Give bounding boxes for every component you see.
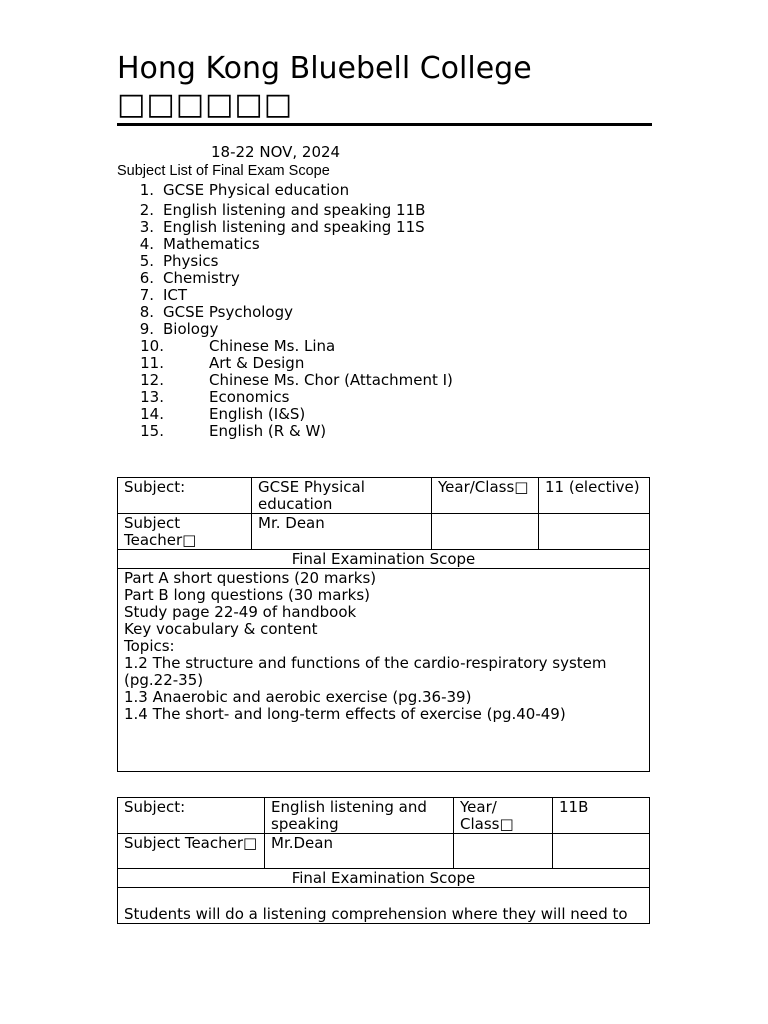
empty-cell (539, 514, 650, 550)
teacher-value: Mr. Dean (252, 514, 432, 550)
list-number: 10. (140, 337, 164, 355)
scope-table-pe (117, 477, 650, 772)
year-class-label: Year/Class□ (432, 478, 539, 514)
list-number: 6. (139, 269, 154, 287)
list-label: Art & Design (209, 354, 305, 372)
year-class-label: Year/ Class□ (454, 798, 553, 834)
year-class-value: 11B (553, 798, 650, 834)
scope-content (118, 569, 650, 772)
teacher-label: Subject Teacher□ (118, 514, 252, 550)
list-label: Chinese Ms. Lina (209, 337, 336, 355)
scope-line: Study page 22-49 of handbook (124, 603, 357, 621)
header-rule (117, 123, 652, 126)
list-label: Physics (163, 252, 219, 270)
list-label: English listening and speaking 11B (163, 201, 426, 219)
teacher-label: Subject Teacher□ (118, 834, 265, 869)
scope-line: 1.2 The structure and functions of the cardio-respiratory system (124, 654, 607, 672)
empty-cell (432, 514, 539, 550)
year-class-value: 11 (elective) (539, 478, 650, 514)
list-label: English (R & W) (209, 422, 327, 440)
list-number: 11. (140, 354, 164, 372)
list-label: GCSE Psychology (163, 303, 294, 321)
scope-line: Part B long questions (30 marks) (124, 586, 370, 604)
list-label: GCSE Physical education (163, 181, 350, 199)
subject-value: English listening and speaking (265, 798, 454, 834)
list-number: 13. (140, 388, 164, 406)
list-label: Mathematics (163, 235, 260, 253)
list-number: 9. (139, 320, 154, 338)
teacher-value: Mr.Dean (265, 834, 454, 869)
list-number: 3. (139, 218, 154, 236)
subject-label: Subject: (118, 478, 252, 514)
subject-value: GCSE Physical education (252, 478, 432, 514)
list-number: 7. (139, 286, 154, 304)
scope-line: Students will do a listening comprehension where they will need to (124, 905, 628, 923)
scope-line: 1.3 Anaerobic and aerobic exercise (pg.36-39) (124, 688, 472, 706)
school-title: Hong Kong Bluebell College (117, 51, 532, 86)
list-label: Chemistry (163, 269, 240, 287)
scope-line (124, 889, 643, 906)
list-label: English (I&S) (209, 405, 306, 423)
list-label: English listening and speaking 11S (163, 218, 425, 236)
scope-content (118, 888, 650, 924)
list-label: Biology (163, 320, 219, 338)
list-label: Chinese Ms. Chor (Attachment I) (209, 371, 453, 389)
list-number: 14. (140, 405, 164, 423)
list-number: 4. (139, 235, 154, 253)
list-number: 8. (139, 303, 154, 321)
list-label: ICT (163, 286, 188, 304)
list-number: 12. (140, 371, 164, 389)
scope-title: Final Examination Scope (118, 869, 650, 888)
subject-label: Subject: (118, 798, 265, 834)
list-number: 1. (139, 181, 154, 199)
list-number: 5. (139, 252, 154, 270)
scope-line: Part A short questions (20 marks) (124, 569, 377, 587)
list-number: 2. (139, 201, 154, 219)
subject-list-heading: Subject List of Final Exam Scope (117, 163, 330, 179)
empty-cell (553, 834, 650, 869)
scope-table-english (117, 797, 650, 924)
list-number: 15. (140, 422, 164, 440)
scope-line: 1.4 The short- and long-term effects of exercise (pg.40-49) (124, 705, 566, 723)
empty-cell (454, 834, 553, 869)
list-label: Economics (209, 388, 290, 406)
exam-date: 18-22 NOV, 2024 (211, 143, 341, 161)
scope-line: Topics: (124, 637, 175, 655)
scope-title: Final Examination Scope (118, 550, 650, 569)
school-title-chinese: □□□□□□ (117, 87, 294, 122)
scope-line: (pg.22-35) (124, 671, 204, 689)
scope-line: Key vocabulary & content (124, 620, 318, 638)
